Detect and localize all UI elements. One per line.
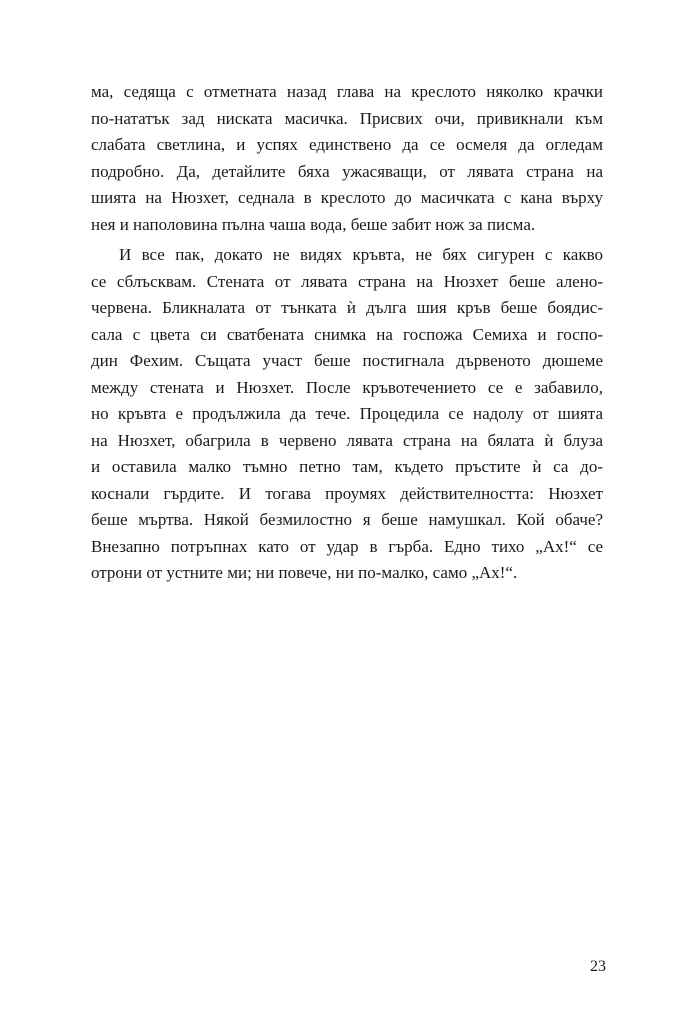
text-line: но кръвта е продължила да тече. Процедила се надолу от шията	[91, 404, 603, 423]
text-line: Внезапно потръпнах като от удар в гърба. Едно тихо „Ах!“ се	[91, 536, 603, 556]
text-line: коснали гърдите. И тогава проумях действителността: Нюзхет	[91, 483, 603, 503]
text-line: сала с цвета си сватбената снимка на госпожа Семиха и госпо-	[91, 324, 603, 344]
page-number: 23	[590, 958, 606, 975]
text-line: подробно. Да, детайлите бяха ужасяващи, от лявата страна на	[91, 161, 603, 181]
text-line: слабата светлина, и успях единствено да се осмеля да огледам	[91, 135, 603, 154]
text-line: се сблъсквам. Стената от лявата страна на Нюзхет беше алено-	[91, 271, 603, 291]
text-line: беше мъртва. Някой безмилостно я беше намушкал. Кой обаче?	[91, 510, 603, 529]
text-line: на Нюзхет, обагрила в червено лявата страна на бялата ѝ блуза	[91, 430, 603, 450]
text-line: отрони от устните ми; ни повече, ни по-малко, само „Ах!“.	[91, 563, 518, 582]
paragraph-2	[91, 242, 603, 587]
text-line: дин Фехим. Същата участ беше постигнала дървеното дюшеме	[91, 351, 603, 370]
body-text	[91, 79, 603, 591]
paragraph-1	[91, 79, 603, 238]
text-line: червена. Бликналата от тънката ѝ дълга шия кръв беше боядис-	[91, 298, 603, 317]
text-line: шията на Нюзхет, седнала в креслото до масичката с кана върху	[91, 188, 603, 207]
text-line: И все пак, докато не видях кръвта, не бях сигурен с какво	[119, 245, 603, 264]
text-line: нея и наполовина пълна чаша вода, беше забит нож за писма.	[91, 214, 536, 234]
text-line: между стената и Нюзхет. После кръвотечението се е забавило,	[91, 377, 603, 397]
text-line: по-нататък зад ниската масичка. Присвих очи, привикнали към	[91, 108, 603, 128]
text-line: ма, седяща с отметната назад глава на креслото няколко крачки	[91, 82, 603, 101]
text-line: и оставила малко тъмно петно там, където пръстите ѝ са до-	[91, 457, 603, 476]
